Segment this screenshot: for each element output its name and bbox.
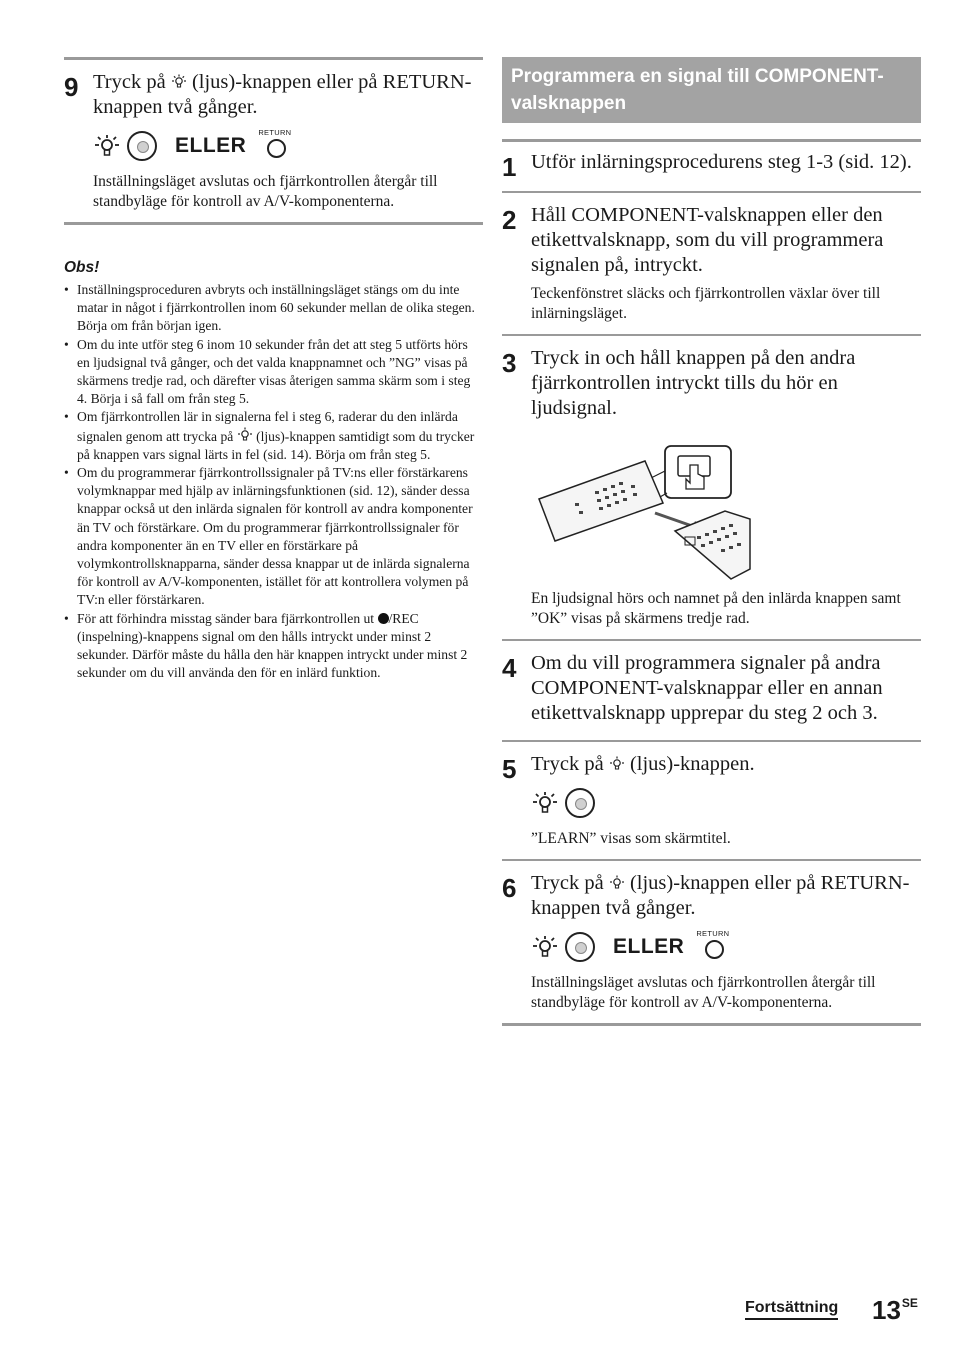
section-header: Programmera en signal till COMPONENT-valsknappen: [502, 57, 921, 123]
light-bulb-icon: [237, 427, 253, 442]
light-bulb-icon: [171, 74, 187, 89]
step-1: 1 Utför inlärningsprocedurens steg 1-3 (sid. 12).: [502, 151, 912, 182]
notes-list: [64, 281, 483, 682]
or-label: ELLER: [175, 134, 247, 157]
step-text: Tryck på (ljus)-knappen eller på RETURN-knappen två gånger.: [93, 71, 472, 118]
divider: [502, 1023, 921, 1026]
divider: [502, 334, 921, 336]
light-bulb-icon: [609, 756, 625, 771]
step-3: 3 Tryck in och håll knappen på den andra fjärrkontrollen intryckt tills du hör en ljudsignal. En ljudsignal hörs och namnet på den inlärda knappen samt ”OK” visas på skärmens tredje rad.: [502, 347, 901, 627]
list-item: • Om fjärrkontrollen lär in signalerna fel i steg 6, raderar du den inlärda signalen genom att trycka på (ljus)-knappen samtidigt som du trycker på knappen vars signal lärts in fel (sid. 14). Börja om från steg 5.: [64, 408, 483, 464]
divider: [502, 639, 921, 641]
button-icons: [531, 927, 921, 967]
right-column: [502, 57, 921, 1026]
jog-dial-icon: [565, 932, 595, 962]
jog-dial-icon: [127, 131, 157, 161]
jog-dial-icon: [565, 788, 595, 818]
button-icons: [531, 783, 921, 823]
list-item: • Om du inte utför steg 6 inom 10 sekunder från det att steg 5 utförts hörs en ljudsignal två gånger, och det valda knappnamnet och ”NG” visas på skärmens tredje rad, och därefter visas återigen samma skärm som i steg 4. Börja i så fall om från steg 5.: [64, 336, 483, 409]
step-note: Inställningsläget avslutas och fjärrkontrollen återgår till standbyläge för kontroll av A/V-komponenterna.: [93, 173, 438, 210]
notes-title: Obs!: [64, 259, 100, 276]
list-item: • Inställningsproceduren avbryts och inställningsläget stängs om du inte matar in något i fjärrkontrollen inom 60 sekunder mellan de olika stegen. Börja om från början igen.: [64, 281, 483, 336]
return-button-icon: RETURN: [258, 128, 298, 164]
divider: [64, 57, 483, 60]
divider: [502, 859, 921, 861]
continued-label: Fortsättning: [745, 1299, 838, 1320]
divider: [64, 222, 483, 225]
step-5: 5 Tryck på (ljus)-knappen. ”LEARN” visas som skärmtitel.: [502, 752, 921, 849]
light-bulb-icon: [93, 134, 121, 158]
page-number: 13$^{SE}$: [872, 1295, 918, 1325]
left-column: [64, 57, 483, 682]
list-item: • För att förhindra misstag sänder bara fjärrkontrollen ut /REC (inspelning)-knappens signal om den hålls intryckt under minst 2 sekunder. Därför måste du hålla den här knappen intryckt under minst 2 sekunder om du vill använda den för en inlärd funktion.: [64, 610, 483, 683]
button-icons: [93, 126, 483, 166]
step-number: 9: [64, 72, 79, 102]
record-dot-icon: [378, 613, 389, 624]
list-item: • Om du programmerar fjärrkontrollssignaler på TV:ns eller förstärkarens volymknappar med hjälp av inlärningsfunktionen (sid. 12), sänder dessa knappar också ut den inlärda signalen för kontroll av andra komponenter än TV och förstärkare. Om du programmerar fjärrkontrollssignaler för andra komponenter än en TV eller en förstärkare på volymkontrollsknapparna, sänder dessa knappar ut de inlärda signalerna för kontroll av A/V-komponenten, istället för att kontrollera volymen på TV:n eller förstärkaren.: [64, 464, 483, 610]
step-2: 2 Håll COMPONENT-valsknappen eller den etikettvalsknapp, som du vill programmera signalen på, intryckt. Teckenfönstret släcks och fjärrkontrollen växlar över till inlärningsläget.: [502, 204, 884, 322]
step-6: 6 Tryck på (ljus)-knappen eller på RETURN-knappen två gånger. ELLER RETURN Inställningsläget avslutas och fjärrkontrollen återgår till standbyläge för kontroll av A/V-komponenterna.: [502, 871, 921, 1013]
divider: [502, 740, 921, 742]
light-bulb-icon: [609, 875, 625, 890]
or-label: ELLER: [613, 935, 685, 958]
light-bulb-icon: [531, 935, 559, 959]
divider: [502, 139, 921, 142]
step-9: [64, 70, 483, 212]
remote-controls-illustration: [535, 441, 755, 581]
divider: [502, 191, 921, 193]
light-bulb-icon: [531, 791, 559, 815]
return-button-icon: RETURN: [696, 929, 736, 965]
step-4: 4 Om du vill programmera signaler på andra COMPONENT-valsknappar eller en annan etikettvalsknapp upprepar du steg 2 och 3.: [502, 652, 883, 724]
